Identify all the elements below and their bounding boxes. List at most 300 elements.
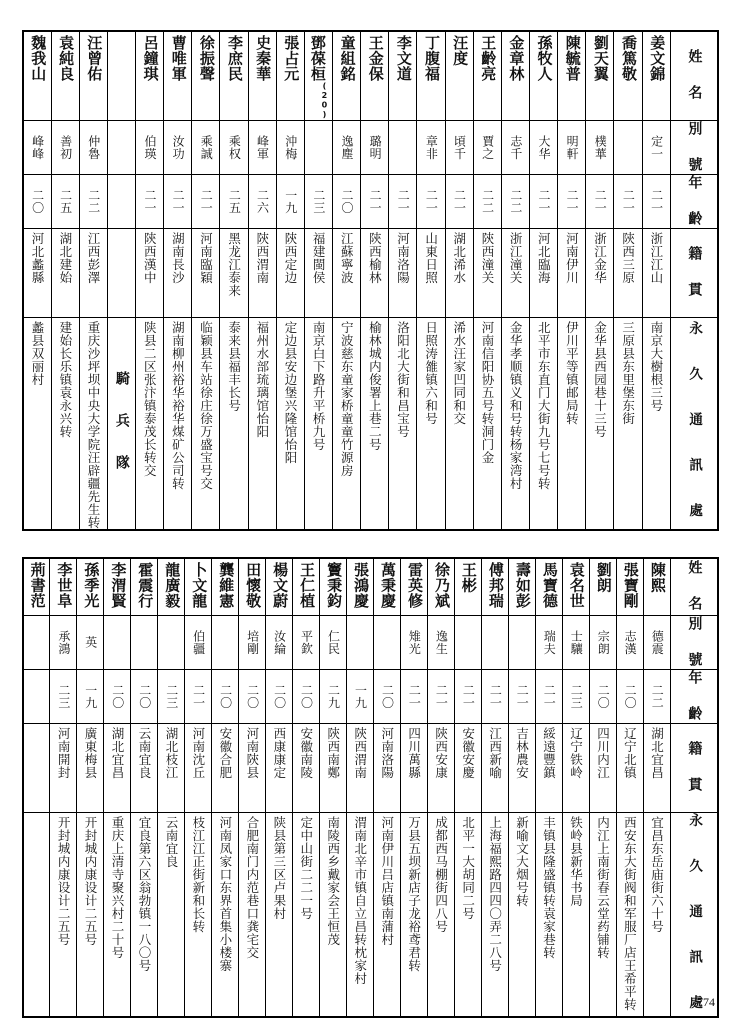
header-label-native: 籍 貫 [686,741,703,794]
cell-native [79,228,107,317]
cell-alias [428,615,455,669]
cell-name [136,31,164,120]
header-alias [671,120,719,174]
cell-name [276,31,304,120]
alias-text: 峰峰 [30,134,45,160]
cell-address [136,317,164,530]
cell-age [333,174,361,228]
cell-age [50,669,77,723]
age-text: 二三 [164,683,179,709]
cell-name [212,558,239,616]
alias-text: 汝綸 [272,629,287,655]
cell-alias [642,120,670,174]
name-text: 王仁植 [298,561,317,608]
cell-age [293,669,320,723]
cell-name [642,31,670,120]
name-superscript: (20) [319,81,329,120]
cell-alias [220,120,248,174]
native-text: 河南伊川 [564,231,580,284]
cell-age [401,669,428,723]
cell-age [107,174,135,228]
cell-age [192,174,220,228]
native-text: 湖北宜昌 [110,726,126,779]
cell-address [530,317,558,530]
native-text: 山東日照 [423,231,439,284]
cell-age [374,669,401,723]
native-text: 安徽南陵 [298,726,314,779]
address-text: 西安东大街阀和军服厂店王希平转 [622,815,638,1011]
native-text: 云南宜良 [136,726,152,779]
cell-name [107,31,135,120]
cell-address [77,812,104,1017]
address-text: 湖南柳州裕华裕华煤矿公司转 [170,320,186,490]
cell-native [642,228,670,317]
cell-age [501,174,529,228]
cell-address [333,317,361,530]
header-label-address: 永 久 通 訊 處 [686,812,703,1016]
age-text: 二三 [569,683,584,709]
address-text: 河南凤家口东界首集小楼寨 [217,815,233,972]
cell-address [614,317,642,530]
name-text: 李文道 [394,35,413,82]
cell-name [401,558,428,616]
cell-address [535,812,562,1017]
cell-address [23,812,50,1017]
cell-native [558,228,586,317]
name-text: 徐乃斌 [432,561,451,608]
cell-alias [374,615,401,669]
alias-text: 雉光 [407,629,422,655]
cell-name [361,31,389,120]
cell-name [614,31,642,120]
cell-age [23,174,51,228]
cell-native [239,723,266,812]
age-text: 二二 [86,188,101,214]
address-text: 南陵西乡戴家会王恒茂 [325,815,341,946]
cell-address [158,812,185,1017]
cell-name [239,558,266,616]
roster-table-bottom [22,557,719,1019]
cell-native [320,723,347,812]
age-text: 二〇 [380,683,395,709]
alias-text: 承鴻 [56,629,71,655]
age-text: 二〇 [245,683,260,709]
cell-name [589,558,616,616]
alias-text: 培剛 [245,629,260,655]
cell-name [558,31,586,120]
cell-alias [239,615,266,669]
alias-text: 璐明 [368,134,383,160]
cell-age [320,669,347,723]
age-text: 二二 [480,188,495,214]
age-text: 二一 [424,188,439,214]
cell-address [508,812,535,1017]
cell-alias [136,120,164,174]
cell-age [185,669,212,723]
name-text: 孫牧人 [535,35,554,82]
cell-native [586,228,614,317]
name-text: 袁名世 [567,561,586,608]
cell-age [558,174,586,228]
cell-address [192,317,220,530]
cell-address [455,812,482,1017]
cell-native [212,723,239,812]
header-label-alias: 別 號 [686,120,703,174]
name-text: 龔維憲 [217,561,236,608]
cell-native [614,228,642,317]
cell-name [79,31,107,120]
cell-alias [455,615,482,669]
alias-text: 英 [83,635,98,649]
alias-text: 伯瑛 [142,134,157,160]
block-spacer [22,531,719,557]
cell-native [643,723,670,812]
cell-alias [558,120,586,174]
cell-age [589,669,616,723]
table-row-address [23,317,718,530]
age-text: 二一 [452,188,467,214]
alias-text: 乘誠 [199,134,214,160]
header-label-name: 姓 名 [686,560,703,613]
address-text: 铁岭县新华书局 [568,815,584,907]
cell-native [185,723,212,812]
alias-text: 德震 [650,629,665,655]
cell-address [586,317,614,530]
cell-age [248,174,276,228]
native-text: 綏遠豐鎮 [541,726,557,779]
cell-name [562,558,589,616]
native-text: 浙江江山 [648,231,664,284]
cell-name [347,558,374,616]
cell-address [501,317,529,530]
native-text: 陝西榆林 [367,231,383,284]
table-row-alias [23,120,718,174]
native-text: 江西彭澤 [85,231,101,284]
name-text: 王齡亮 [479,35,498,82]
native-text: 陝西渭南 [254,231,270,284]
table-row-names [23,558,718,616]
alias-text: 志千 [508,134,523,160]
native-text: 河南沈丘 [190,726,206,779]
alias-text: 定一 [649,134,664,160]
age-text: 二〇 [218,683,233,709]
name-text: 卜文龍 [190,561,209,608]
cell-name [266,558,293,616]
age-text: 二〇 [272,683,287,709]
address-text: 临颖县车站徐庄徐万盛宝号交 [198,320,214,490]
cell-address [248,317,276,530]
header-address [671,317,719,530]
native-text: 河南洛陽 [395,231,411,284]
name-text: 鄧葆桓$^{(20)}$ [308,35,329,120]
table-row-native [23,228,718,317]
cell-alias [164,120,192,174]
alias-text: 樸華 [593,134,608,160]
address-text: 建始长乐镇袁永兴转 [57,320,73,438]
native-text: 陝西定边 [282,231,298,284]
cell-native [293,723,320,812]
cell-native [131,723,158,812]
age-text: 二一 [515,683,530,709]
cell-native [417,228,445,317]
alias-text: 宗朗 [596,629,611,655]
cell-address [445,317,473,530]
cell-name [445,31,473,120]
address-text: 新喻文大烟号转 [514,815,530,907]
table-row-address [23,812,718,1017]
address-text: 宜昌东岳庙街六十号 [649,815,665,933]
cell-native [192,228,220,317]
age-text: 二一 [593,188,608,214]
header-age [671,174,719,228]
cell-native [535,723,562,812]
cell-alias [508,615,535,669]
cell-native [333,228,361,317]
address-text: 渭南北辛市镇自立昌转枕家村 [352,815,368,985]
name-text: 袁純良 [57,35,76,82]
name-text: 李渭賢 [109,561,128,608]
cell-native [107,228,135,317]
cell-alias [643,615,670,669]
cell-alias [304,120,332,174]
age-text: 二三 [56,683,71,709]
cell-name [51,31,79,120]
cell-age [473,174,501,228]
cell-alias [535,615,562,669]
cell-native [501,228,529,317]
native-text: 湖北建始 [57,231,73,284]
address-text: 河南信阳协五号转洞门金 [479,320,495,464]
cell-alias [347,615,374,669]
cell-native [23,228,51,317]
native-text: 辽宁铁岭 [568,726,584,779]
cell-native [616,723,643,812]
cell-name [304,31,332,120]
cell-name [333,31,361,120]
header-label-age: 年 齡 [686,669,703,723]
cell-native [104,723,131,812]
cell-native [374,723,401,812]
header-alias [671,615,719,669]
age-text: 二一 [199,188,214,214]
age-text: 二二 [508,188,523,214]
cell-name [481,558,508,616]
alias-text: 大华 [536,134,551,160]
name-text: 傅邦瑞 [486,561,505,608]
cell-age [389,174,417,228]
native-text: 吉林農安 [514,726,530,779]
cell-name [164,31,192,120]
address-text: 河南伊川吕店镇南蒲村 [379,815,395,946]
cell-name [428,558,455,616]
name-text: 楊文蔚 [271,561,290,608]
cell-address [389,317,417,530]
table-row-names [23,31,718,120]
table-row-age [23,669,718,723]
header-name [671,558,719,616]
name-text: 金章林 [507,35,526,82]
cell-native [77,723,104,812]
cell-name [530,31,558,120]
native-text: 安徽安慶 [460,726,476,779]
age-text: 二一 [171,188,186,214]
cell-address [212,812,239,1017]
name-text: 丁腹福 [422,35,441,82]
name-text: 荊書范 [28,561,47,608]
name-text: 田懷敬 [244,561,263,608]
cell-address [131,812,158,1017]
header-label-alias: 別 號 [686,615,703,669]
native-text: 浙江潼关 [508,231,524,284]
cell-age [508,669,535,723]
cell-age [23,669,50,723]
name-text: 王彬 [459,561,478,593]
address-text: 金华县西园巷十三号 [592,320,608,438]
cell-native [455,723,482,812]
cell-alias [530,120,558,174]
age-text: 二一 [396,188,411,214]
cell-alias [276,120,304,174]
native-text: 四川内江 [595,726,611,779]
cell-age [158,669,185,723]
age-text: 二一 [536,188,551,214]
native-text: 河北蠡縣 [29,231,45,284]
cell-age [481,669,508,723]
address-text: 万县五坝新店子龙裕鸢君转 [406,815,422,972]
cell-address [79,317,107,530]
cell-name [455,558,482,616]
native-text: 湖南長沙 [170,231,186,284]
address-text: 陕县二区张汴镇泰茂长转交 [142,320,158,477]
name-text: 竇秉鈞 [325,561,344,608]
alias-text: 峰軍 [255,134,270,160]
age-text: 二〇 [623,683,638,709]
cell-alias [248,120,276,174]
address-text: 云南宜良 [163,815,179,868]
cell-alias [212,615,239,669]
age-text: 二〇 [339,188,354,214]
cell-native [481,723,508,812]
name-text: 馬寶德 [540,561,559,608]
age-text: 二六 [255,188,270,214]
name-text: 陳毓普 [563,35,582,82]
cell-native [136,228,164,317]
cell-name [320,558,347,616]
alias-text: 賈之 [480,134,495,160]
cell-alias [158,615,185,669]
cell-name [501,31,529,120]
age-text: 二〇 [30,188,45,214]
unit-label: 騎 兵 隊 [113,371,130,475]
cell-address [428,812,455,1017]
address-text: 三原县东里堡东街 [620,320,636,425]
native-text: 安徽合肥 [217,726,233,779]
cell-alias [107,120,135,174]
address-text: 开封城内康设计二五号 [56,815,72,946]
cell-address [320,812,347,1017]
name-text: 劉朗 [594,561,613,593]
cell-native [248,228,276,317]
name-text: 陳熙 [648,561,667,593]
header-label-age: 年 齡 [686,174,703,228]
cell-age [212,669,239,723]
age-text: 二五 [58,188,73,214]
address-text: 内江上南街春云堂药铺转 [595,815,611,959]
cell-age [136,174,164,228]
cell-address [558,317,586,530]
cell-name [220,31,248,120]
header-address [671,812,719,1017]
cell-address [185,812,212,1017]
cell-age [535,669,562,723]
address-text: 北平一大胡同二号 [460,815,476,920]
address-text: 上海福熙路四四〇弄二八号 [487,815,503,972]
address-text: 北平市东直门大街九号七号转 [536,320,552,490]
age-text: 二五 [227,188,242,214]
name-text: 萬秉慶 [379,561,398,608]
cell-address [104,812,131,1017]
cell-age [77,669,104,723]
cell-alias [616,615,643,669]
cell-native [276,228,304,317]
cell-age [562,669,589,723]
cell-age [586,174,614,228]
cell-name [50,558,77,616]
cell-age [417,174,445,228]
address-text: 南京白下路升平桥九号 [311,320,327,451]
page-number: 774 [697,995,715,1009]
address-text: 宁波慈东童家桥童童竹源房 [339,320,355,477]
alias-text: 逸生 [434,629,449,655]
native-text: 西康康定 [271,726,287,779]
address-text: 榆林城内俊署上巷二号 [367,320,383,451]
cell-age [239,669,266,723]
native-text: 陝西漢中 [142,231,158,284]
header-label-address: 永 久 通 訊 處 [686,321,703,525]
cell-name [535,558,562,616]
cell-age [131,669,158,723]
cell-alias [401,615,428,669]
address-text: 重庆上清寺聚兴村二十号 [110,815,126,959]
address-text: 枝江江正街新和长转 [190,815,206,933]
alias-text: 士驤 [569,629,584,655]
table-row-native [23,723,718,812]
age-text: 二一 [142,188,157,214]
cell-name [158,558,185,616]
cell-native [445,228,473,317]
header-name [671,31,719,120]
age-text: 二〇 [299,683,314,709]
cell-name [77,558,104,616]
age-text: 二一 [434,683,449,709]
cell-alias [77,615,104,669]
age-text: 二一 [488,683,503,709]
cell-age [643,669,670,723]
cell-age [347,669,374,723]
age-text: 二一 [461,683,476,709]
cell-age [455,669,482,723]
cell-address [293,812,320,1017]
name-text: 史秦華 [254,35,273,82]
cell-alias [104,615,131,669]
name-text: 姜文錦 [648,35,667,82]
address-text: 定边县安边堡兴隆馆怡阳 [282,320,298,464]
native-text: 浙江金华 [592,231,608,284]
table-row-age [23,174,718,228]
age-text: 一九 [83,683,98,709]
cell-alias [614,120,642,174]
alias-text: 逸塵 [339,134,354,160]
